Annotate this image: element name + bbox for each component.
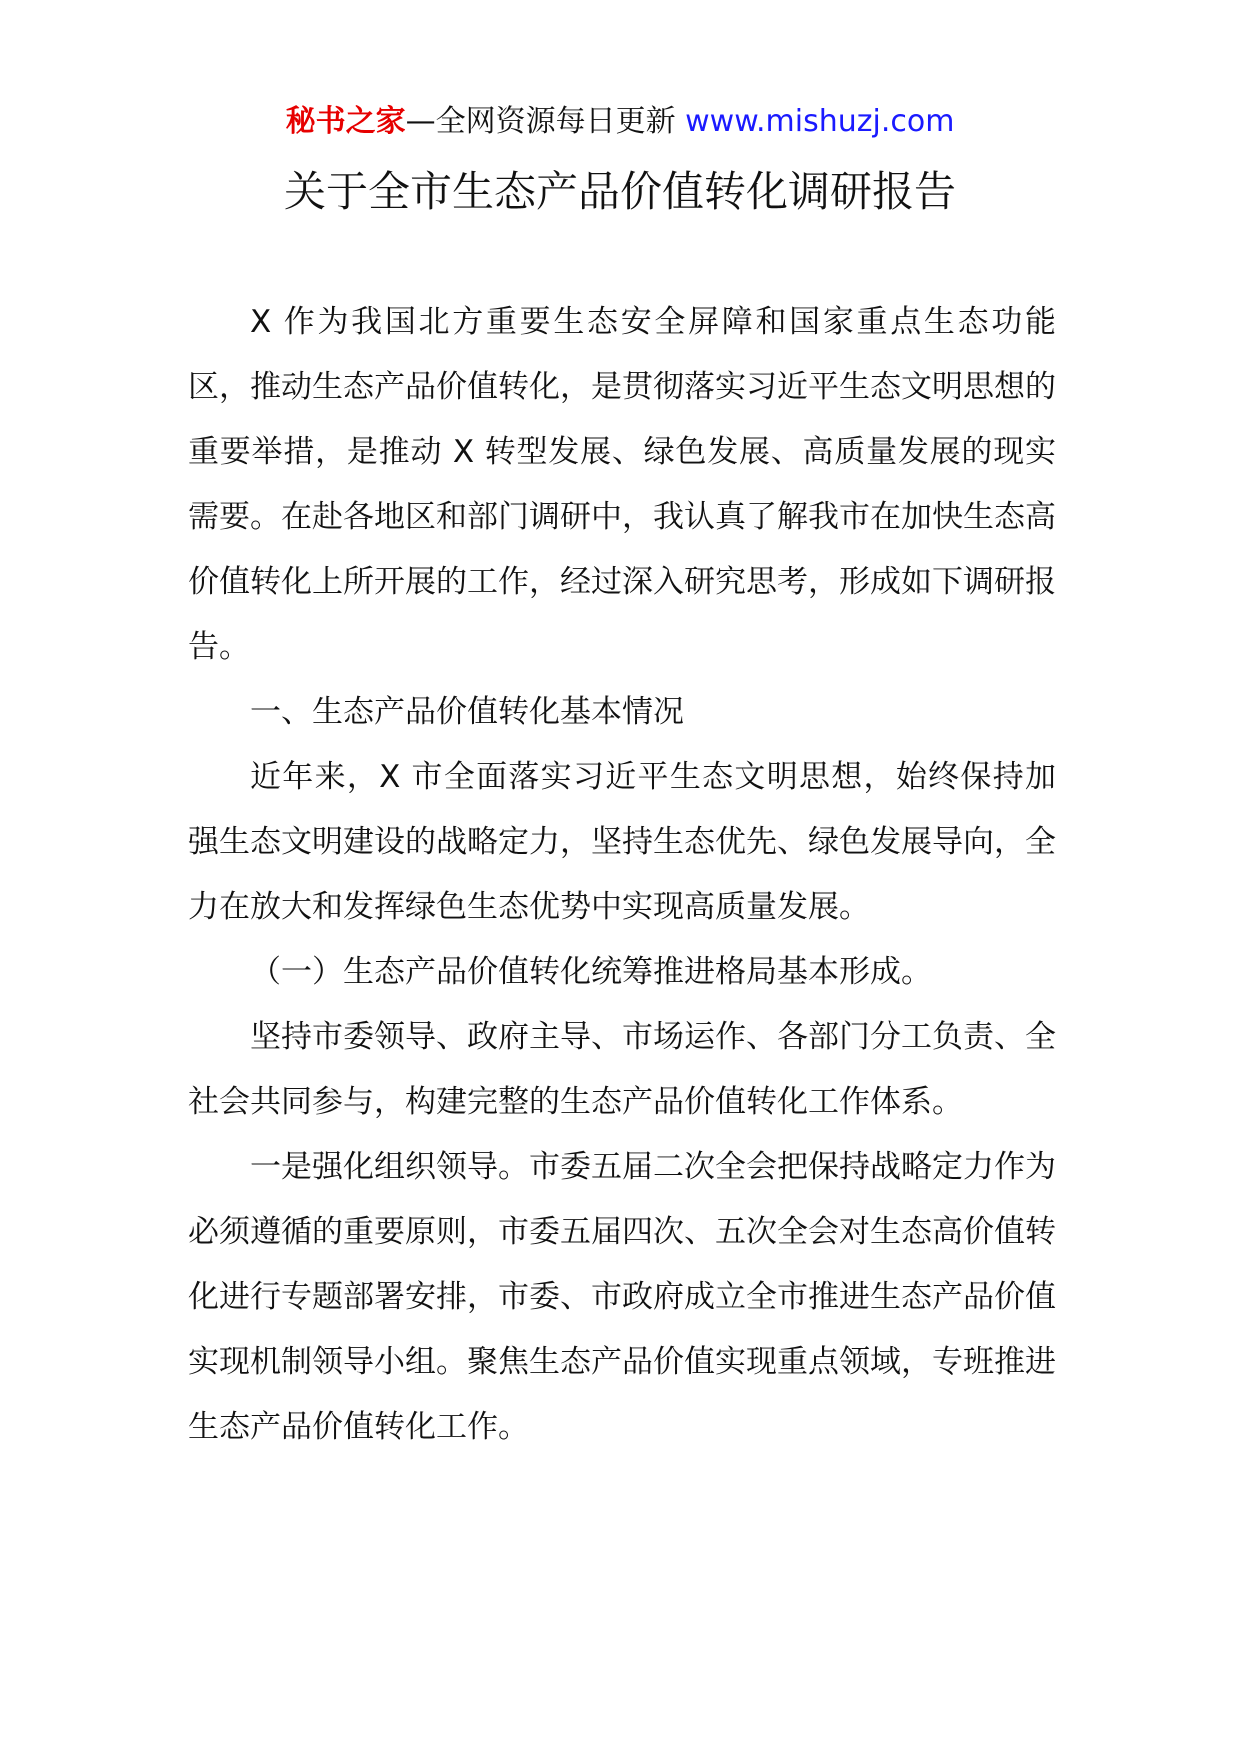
paragraph-overview: 近年来，X 市全面落实习近平生态文明思想，始终保持加强生态文明建设的战略定力，坚持生态优先、绿色发展导向，全力在放大和发挥绿色生态优势中实现高质量发展。	[188, 759, 1056, 925]
paragraph-intro: X 作为我国北方重要生态安全屏障和国家重点生态功能区，推动生态产品价值转化，是贯彻落实习近平生态文明思想的重要举措，是推动 X 转型发展、绿色发展、高质量发展的现实需要。在赴各地区和部门调研中，我认真了解我市在加快生态高价值转化上所开展的工作，经过深入研究思考，形成如下调研报告。	[188, 304, 1056, 665]
document-title: 关于全市生态产品价值转化调研报告	[283, 167, 956, 216]
brand-name: 秘书之家	[285, 104, 406, 139]
section-heading-1: 一、生态产品价值转化基本情况	[250, 694, 684, 730]
subsection-heading-1: （一）生态产品价值转化统筹推进格局基本形成。	[250, 954, 932, 990]
site-url-link[interactable]: www.mishuzj.com	[685, 104, 955, 139]
watermark-header	[0, 100, 1240, 144]
header-slogan: —全网资源每日更新	[405, 104, 686, 139]
paragraph-framework: 坚持市委领导、政府主导、市场运作、各部门分工负责、全社会共同参与，构建完整的生态产品价值转化工作体系。	[188, 1019, 1056, 1120]
document-body	[188, 290, 1056, 1460]
paragraph-leadership: 一是强化组织领导。市委五届二次全会把保持战略定力作为必须遵循的重要原则，市委五届四次、五次全会对生态高价值转化进行专题部署安排，市委、市政府成立全市推进生态产品价值实现机制领导小组。聚焦生态产品价值实现重点领域，专班推进生态产品价值转化工作。	[188, 1149, 1056, 1445]
